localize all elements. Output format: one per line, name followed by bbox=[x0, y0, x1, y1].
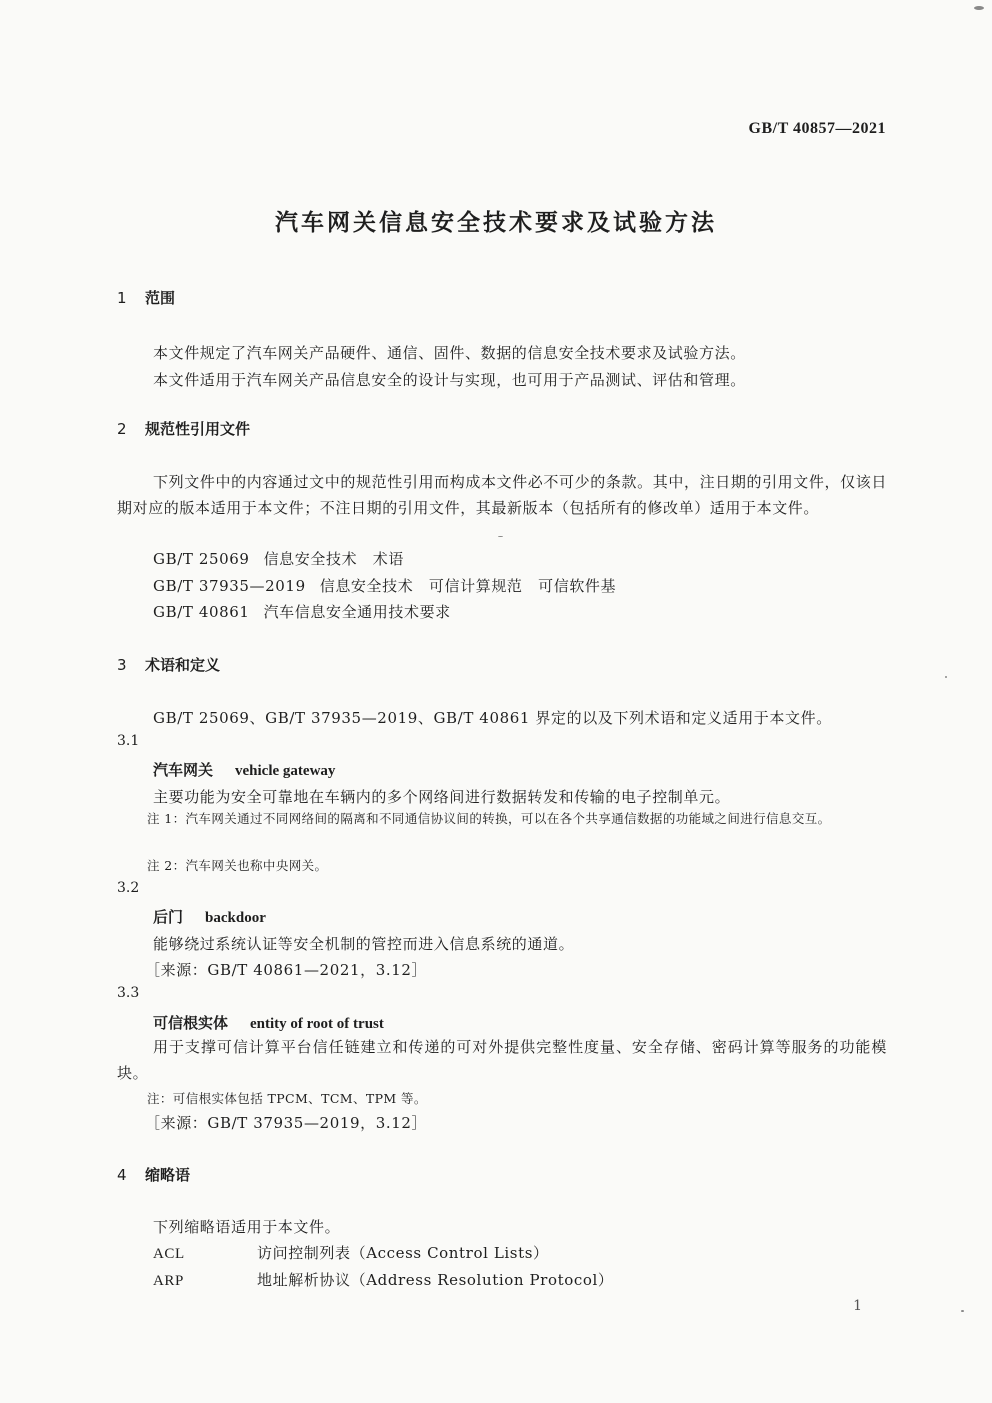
section-4-heading bbox=[117, 1164, 190, 1185]
section-number: 1 bbox=[117, 289, 127, 307]
scan-speck bbox=[961, 1310, 964, 1312]
section-title: 规范性引用文件 bbox=[145, 420, 251, 438]
section-3-heading bbox=[117, 654, 220, 675]
term-definition: 能够绕过系统认证等安全机制的管控而进入信息系统的通道。 bbox=[153, 935, 575, 953]
reference-code: GB/T 40861 bbox=[153, 603, 250, 621]
section-2-heading bbox=[117, 418, 250, 439]
term-english: entity of root of trust bbox=[250, 1016, 384, 1032]
standard-number: GB/T 40857—2021 bbox=[748, 120, 886, 137]
scan-speck bbox=[498, 536, 503, 537]
paragraph: 下列文件中的内容通过文中的规范性引用而构成本文件必不可少的条款。其中，注日期的引用文件，仅该日期对应的版本适用于本文件；不注日期的引用文件，其最新版本（包括所有的修改单）适用于本文件。 bbox=[117, 473, 887, 517]
abbreviation-meaning: 地址解析协议（Address Resolution Protocol） bbox=[257, 1271, 614, 1289]
term-english: vehicle gateway bbox=[235, 763, 336, 779]
abbreviation-meaning: 访问控制列表（Access Control Lists） bbox=[257, 1244, 549, 1262]
section-number: 3 bbox=[117, 656, 127, 674]
abbreviation-item bbox=[153, 1242, 549, 1263]
section-title: 范围 bbox=[145, 289, 176, 307]
term-chinese: 汽车网关 bbox=[153, 761, 214, 779]
reference-title: 汽车信息安全通用技术要求 bbox=[263, 603, 451, 621]
term-source: ［来源：GB/T 40861—2021，3.12］ bbox=[145, 961, 428, 979]
term-heading bbox=[153, 1012, 384, 1033]
term-heading bbox=[153, 906, 266, 927]
section-1-heading bbox=[117, 287, 175, 308]
paragraph: GB/T 25069、GB/T 37935—2019、GB/T 40861 界定的以及下列术语和定义适用于本文件。 bbox=[153, 709, 832, 727]
term-note: 注 1：汽车网关通过不同网络间的隔离和不同通信协议间的转换，可以在各个共享通信数据的功能域之间进行信息交互。 bbox=[147, 811, 831, 826]
reference-code: GB/T 37935—2019 bbox=[153, 577, 306, 595]
abbreviation-item bbox=[153, 1269, 613, 1290]
reference-item bbox=[153, 575, 616, 596]
page-number: 1 bbox=[853, 1298, 862, 1314]
term-definition: 主要功能为安全可靠地在车辆内的多个网络间进行数据转发和传输的电子控制单元。 bbox=[153, 788, 731, 806]
document-title: 汽车网关信息安全技术要求及试验方法 bbox=[275, 210, 717, 236]
section-title: 术语和定义 bbox=[145, 656, 221, 674]
abbreviation-code: ACL bbox=[153, 1246, 185, 1262]
paragraph: 本文件规定了汽车网关产品硬件、通信、固件、数据的信息安全技术要求及试验方法。 bbox=[153, 344, 746, 362]
reference-item bbox=[153, 548, 404, 569]
term-definition: 用于支撑可信计算平台信任链建立和传递的可对外提供完整性度量、安全存储、密码计算等服务的功能模块。 bbox=[117, 1038, 887, 1082]
paragraph: 本文件适用于汽车网关产品信息安全的设计与实现，也可用于产品测试、评估和管理。 bbox=[153, 371, 746, 389]
scan-speck bbox=[945, 676, 947, 678]
term-chinese: 可信根实体 bbox=[153, 1014, 229, 1032]
term-note: 注：可信根实体包括 TPCM、TCM、TPM 等。 bbox=[147, 1091, 427, 1106]
section-title: 缩略语 bbox=[145, 1166, 191, 1184]
abbreviation-code: ARP bbox=[153, 1273, 184, 1289]
term-note: 注 2：汽车网关也称中央网关。 bbox=[147, 858, 328, 873]
reference-title: 信息安全技术 可信计算规范 可信软件基 bbox=[319, 577, 617, 595]
scan-speck bbox=[974, 6, 984, 10]
section-number: 2 bbox=[117, 420, 127, 438]
section-number: 4 bbox=[117, 1166, 127, 1184]
term-source: ［来源：GB/T 37935—2019，3.12］ bbox=[145, 1114, 428, 1132]
term-number: 3.1 bbox=[117, 733, 140, 749]
term-heading bbox=[153, 759, 335, 780]
reference-code: GB/T 25069 bbox=[153, 550, 250, 568]
reference-title: 信息安全技术 术语 bbox=[263, 550, 404, 568]
term-number: 3.3 bbox=[117, 985, 140, 1001]
term-english: backdoor bbox=[205, 910, 266, 926]
term-number: 3.2 bbox=[117, 880, 140, 896]
paragraph: 下列缩略语适用于本文件。 bbox=[153, 1218, 341, 1236]
reference-item bbox=[153, 601, 451, 622]
term-chinese: 后门 bbox=[153, 908, 184, 926]
